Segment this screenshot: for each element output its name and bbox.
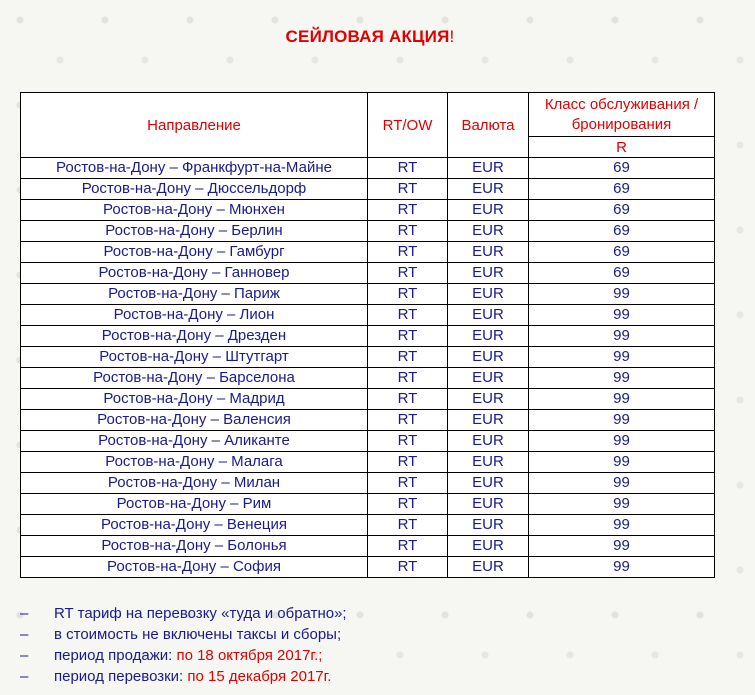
note-highlight: по 18 октября 2017г.; bbox=[176, 647, 323, 664]
route-cell: Ростов-на-Дону – Мадрид bbox=[21, 389, 368, 410]
table-row bbox=[21, 389, 715, 410]
price-cell: 99 bbox=[529, 326, 715, 347]
price-cell: 99 bbox=[529, 494, 715, 515]
route-cell: Ростов-на-Дону – Берлин bbox=[21, 221, 368, 242]
rt-ow-cell: RT bbox=[368, 536, 448, 557]
note-text: период перевозки: bbox=[54, 668, 188, 685]
table-row bbox=[21, 179, 715, 200]
price-cell: 69 bbox=[529, 179, 715, 200]
route-cell: Ростов-на-Дону – Болонья bbox=[21, 536, 368, 557]
table-row bbox=[21, 473, 715, 494]
note-text: RT тариф на перевозку «туда и обратно»; bbox=[54, 605, 347, 622]
rt-ow-cell: RT bbox=[368, 494, 448, 515]
price-cell: 99 bbox=[529, 452, 715, 473]
currency-cell: EUR bbox=[448, 389, 529, 410]
price-cell: 69 bbox=[529, 221, 715, 242]
rt-ow-cell: RT bbox=[368, 326, 448, 347]
table-row bbox=[21, 158, 715, 179]
table-row bbox=[21, 263, 715, 284]
price-cell: 99 bbox=[529, 410, 715, 431]
rt-ow-cell: RT bbox=[368, 242, 448, 263]
currency-cell: EUR bbox=[448, 347, 529, 368]
route-cell: Ростов-на-Дону – София bbox=[21, 557, 368, 578]
title-text: СЕЙЛОВАЯ АКЦИЯ bbox=[285, 27, 450, 46]
price-cell: 69 bbox=[529, 200, 715, 221]
rt-ow-cell: RT bbox=[368, 368, 448, 389]
fares-table bbox=[20, 92, 715, 578]
note-item bbox=[20, 624, 347, 645]
price-cell: 99 bbox=[529, 557, 715, 578]
route-cell: Ростов-на-Дону – Гамбург bbox=[21, 242, 368, 263]
rt-ow-cell: RT bbox=[368, 305, 448, 326]
currency-cell: EUR bbox=[448, 179, 529, 200]
currency-cell: EUR bbox=[448, 284, 529, 305]
note-text: период продажи: bbox=[54, 647, 177, 664]
currency-cell: EUR bbox=[448, 305, 529, 326]
header-service-class: Класс обслуживания / бронирования bbox=[529, 93, 715, 137]
rt-ow-cell: RT bbox=[368, 158, 448, 179]
price-cell: 99 bbox=[529, 284, 715, 305]
notes-list bbox=[20, 603, 347, 687]
currency-cell: EUR bbox=[448, 536, 529, 557]
rt-ow-cell: RT bbox=[368, 410, 448, 431]
price-cell: 99 bbox=[529, 389, 715, 410]
note-item bbox=[20, 603, 347, 624]
currency-cell: EUR bbox=[448, 410, 529, 431]
header-currency: Валюта bbox=[448, 93, 529, 158]
note-dash: – bbox=[20, 626, 29, 643]
rt-ow-cell: RT bbox=[368, 284, 448, 305]
table-row bbox=[21, 368, 715, 389]
route-cell: Ростов-на-Дону – Валенсия bbox=[21, 410, 368, 431]
note-text: в стоимость не включены таксы и сборы; bbox=[54, 626, 342, 643]
table-row bbox=[21, 347, 715, 368]
header-class-code: R bbox=[529, 137, 715, 158]
rt-ow-cell: RT bbox=[368, 347, 448, 368]
currency-cell: EUR bbox=[448, 326, 529, 347]
route-cell: Ростов-на-Дону – Штутгарт bbox=[21, 347, 368, 368]
currency-cell: EUR bbox=[448, 221, 529, 242]
note-item bbox=[20, 666, 347, 687]
price-cell: 99 bbox=[529, 431, 715, 452]
table-row bbox=[21, 494, 715, 515]
table-row bbox=[21, 221, 715, 242]
table-body bbox=[21, 158, 715, 578]
rt-ow-cell: RT bbox=[368, 200, 448, 221]
table-row bbox=[21, 200, 715, 221]
price-cell: 99 bbox=[529, 536, 715, 557]
table-row bbox=[21, 452, 715, 473]
route-cell: Ростов-на-Дону – Рим bbox=[21, 494, 368, 515]
table-row bbox=[21, 431, 715, 452]
route-cell: Ростов-на-Дону – Мюнхен bbox=[21, 200, 368, 221]
price-cell: 99 bbox=[529, 515, 715, 536]
table-header-row bbox=[21, 93, 715, 137]
rt-ow-cell: RT bbox=[368, 452, 448, 473]
currency-cell: EUR bbox=[448, 263, 529, 284]
table-row bbox=[21, 326, 715, 347]
table-row bbox=[21, 284, 715, 305]
route-cell: Ростов-на-Дону – Лион bbox=[21, 305, 368, 326]
price-cell: 99 bbox=[529, 473, 715, 494]
currency-cell: EUR bbox=[448, 452, 529, 473]
route-cell: Ростов-на-Дону – Франкфурт-на-Майне bbox=[21, 158, 368, 179]
currency-cell: EUR bbox=[448, 242, 529, 263]
title-exclamation: ! bbox=[449, 27, 455, 46]
route-cell: Ростов-на-Дону – Дрезден bbox=[21, 326, 368, 347]
note-dash: – bbox=[20, 605, 29, 622]
currency-cell: EUR bbox=[448, 473, 529, 494]
route-cell: Ростов-на-Дону – Венеция bbox=[21, 515, 368, 536]
header-rt-ow: RT/OW bbox=[368, 93, 448, 158]
currency-cell: EUR bbox=[448, 494, 529, 515]
route-cell: Ростов-на-Дону – Малага bbox=[21, 452, 368, 473]
note-highlight: по 15 декабря 2017г. bbox=[187, 668, 332, 685]
table-row bbox=[21, 515, 715, 536]
route-cell: Ростов-на-Дону – Аликанте bbox=[21, 431, 368, 452]
currency-cell: EUR bbox=[448, 515, 529, 536]
note-dash: – bbox=[20, 647, 29, 664]
route-cell: Ростов-на-Дону – Барселона bbox=[21, 368, 368, 389]
rt-ow-cell: RT bbox=[368, 515, 448, 536]
rt-ow-cell: RT bbox=[368, 431, 448, 452]
note-item bbox=[20, 645, 347, 666]
table-row bbox=[21, 242, 715, 263]
note-dash: – bbox=[20, 668, 29, 685]
currency-cell: EUR bbox=[448, 158, 529, 179]
price-cell: 69 bbox=[529, 242, 715, 263]
currency-cell: EUR bbox=[448, 557, 529, 578]
route-cell: Ростов-на-Дону – Ганновер bbox=[21, 263, 368, 284]
route-cell: Ростов-на-Дону – Дюссельдорф bbox=[21, 179, 368, 200]
rt-ow-cell: RT bbox=[368, 221, 448, 242]
header-direction: Направление bbox=[21, 93, 368, 158]
route-cell: Ростов-на-Дону – Париж bbox=[21, 284, 368, 305]
price-cell: 99 bbox=[529, 305, 715, 326]
price-cell: 69 bbox=[529, 158, 715, 179]
rt-ow-cell: RT bbox=[368, 557, 448, 578]
page-title bbox=[0, 27, 740, 47]
rt-ow-cell: RT bbox=[368, 263, 448, 284]
currency-cell: EUR bbox=[448, 200, 529, 221]
price-cell: 99 bbox=[529, 347, 715, 368]
table-row bbox=[21, 557, 715, 578]
currency-cell: EUR bbox=[448, 431, 529, 452]
rt-ow-cell: RT bbox=[368, 179, 448, 200]
currency-cell: EUR bbox=[448, 368, 529, 389]
table-row bbox=[21, 305, 715, 326]
price-cell: 69 bbox=[529, 263, 715, 284]
price-cell: 99 bbox=[529, 368, 715, 389]
route-cell: Ростов-на-Дону – Милан bbox=[21, 473, 368, 494]
rt-ow-cell: RT bbox=[368, 473, 448, 494]
table-row bbox=[21, 536, 715, 557]
table-row bbox=[21, 410, 715, 431]
rt-ow-cell: RT bbox=[368, 389, 448, 410]
